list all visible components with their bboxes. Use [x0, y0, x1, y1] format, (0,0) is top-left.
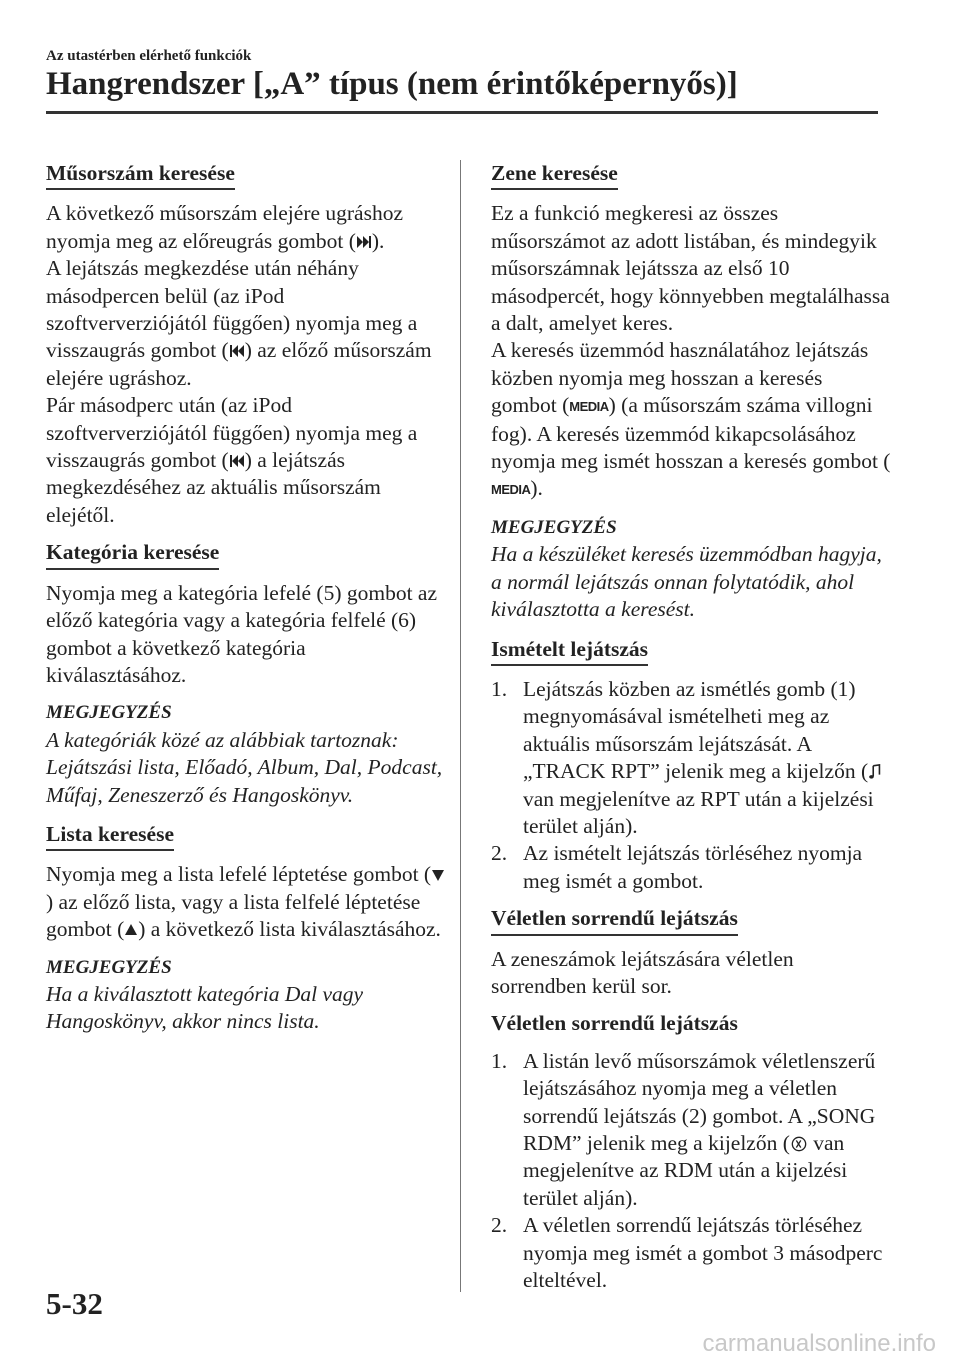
section-title-track-search: Műsorszám keresése [46, 160, 235, 190]
section-label: Az utastérben elérhető funkciók [46, 48, 252, 64]
right-column [491, 160, 891, 1304]
left-column [46, 160, 446, 1048]
section-title-random-playback: Véletlen sorrendű lejátszás [491, 905, 738, 935]
skip-forward-icon [356, 234, 372, 250]
triangle-down-icon [431, 867, 445, 883]
triangle-up-icon [124, 922, 138, 938]
note-text: A kategóriák közé az alábbiak tartoznak: Lejátszási lista, Előadó, Album, Dal, Podcast, Műfaj, Zeneszerző és Hangoskönyv. [46, 727, 443, 807]
note-text: Ha a készüléket keresés üzemmódban hagyja, a normál lejátszás onnan folytatódik, ahol kiválasztotta a keresést. [491, 542, 882, 622]
section-title-music-search: Zene keresése [491, 160, 618, 190]
skip-back-icon [229, 343, 245, 359]
shuffle-disc-icon [790, 1136, 808, 1152]
note-label: MEGJEGYZÉS [46, 702, 172, 724]
section-title-list-search: Lista keresése [46, 821, 174, 851]
list-item: 1. A listán levő műsorszámok véletlenszerű lejátszásához nyomja meg a véletlen sorrendű lejátszás (2) gombot. A „SONG RDM” jelenik meg a kijelzőn ( van megjelenítve az RDM után a kijelzési terület alján). [491, 1048, 876, 1210]
section-title-repeat-playback: Ismételt lejátszás [491, 636, 648, 666]
paragraph: Ez a funkció megkeresi az összes műsorszámot az adott listában, és mindegyik műsorszámnak lejátssza az első 10 másodpercét, hogy könnyebben megtalálhassa a dalt, amelyet keres. A keresés üzemmód használatához lejátszás közben nyomja meg hosszan a keresés gombot (MEDIA) (a műsorszám száma villogni fog). A keresés üzemmód kikapcsolásához nyomja meg ismét hosszan a keresés gombot (MEDIA). [491, 200, 891, 503]
subheading: Véletlen sorrendű lejátszás [491, 1011, 738, 1036]
paragraph: Nyomja meg a kategória lefelé (5) gombot az előző kategória vagy a kategória felfelé (6) gombot a következő kategória kiválasztásához. [46, 580, 438, 687]
music-note-icon [868, 764, 882, 780]
paragraph: A zeneszámok lejátszására véletlen sorrendben kerül sor. [491, 946, 794, 998]
paragraph: A következő műsorszám elejére ugráshoz nyomja meg az előreugrás gombot ( ). A lejátszás megkezdése után néhány másodpercen belül (az iPod szoftververziójától függően) nyomja meg a visszaugrás gombot ( ) az előző műsorszám elejére ugráshoz. Pár másodperc után (az iPod szoftververziójától függően) nyomja meg a visszaugrás gombot ( ) a lejátszás megkezdéséhez az aktuális műsorszám elejétől. [46, 201, 432, 527]
numbered-list [491, 676, 891, 895]
paragraph: Nyomja meg a lista lefelé léptetése gombot () az előző lista, vagy a lista felfelé léptetése gombot ( ) a következő lista kiválasztásához. [46, 861, 446, 943]
watermark: carmanualsonline.info [702, 1330, 936, 1357]
list-item: 1. Lejátszás közben az ismétlés gomb (1) megnyomásával ismételheti meg az aktuális műsorszám lejátszását. A „TRACK RPT” jelenik meg a kijelzőn ( van megjelenítve az RPT után a kijelzési terület alján). [491, 676, 891, 840]
list-item: 2. A véletlen sorrendű lejátszás törléséhez nyomja meg ismét a gombot 3 másodperc elteltével. [491, 1213, 883, 1293]
header-rule [46, 111, 878, 114]
note-label: MEGJEGYZÉS [46, 956, 172, 978]
numbered-list [491, 1048, 891, 1295]
media-button-icon: MEDIA [569, 399, 609, 415]
page-number: 5-32 [46, 1286, 103, 1321]
list-item: 2. Az ismételt lejátszás törléséhez nyomja meg ismét a gombot. [491, 841, 863, 893]
note-label: MEGJEGYZÉS [491, 516, 617, 538]
skip-back-icon [229, 453, 245, 469]
section-title-category-search: Kategória keresése [46, 539, 219, 569]
column-divider [460, 160, 461, 1292]
page-title: Hangrendszer [„A” típus (nem érintőképernyős)] [46, 66, 738, 102]
media-button-icon: MEDIA [491, 482, 531, 498]
note-text: Ha a kiválasztott kategória Dal vagy Hangoskönyv, akkor nincs lista. [46, 981, 364, 1034]
